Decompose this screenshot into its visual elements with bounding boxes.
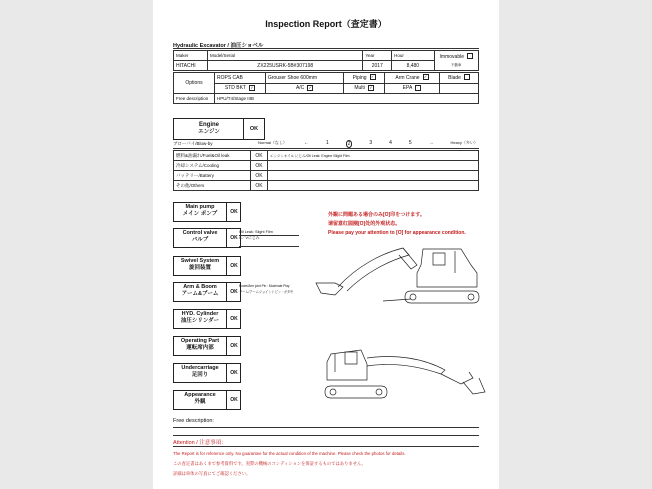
part-name-jp: 油圧シリンダー [180, 318, 220, 324]
part-name: Operating Part [180, 338, 220, 344]
engine-ok-header: OK [243, 118, 265, 140]
part-name: HYD. Cylinder [181, 311, 219, 317]
option-piping [344, 73, 384, 84]
multi-checkbox[interactable]: ✓ [369, 84, 373, 90]
appearance-notice [328, 211, 466, 238]
machine-info-table [173, 50, 479, 71]
control-valve-note-rule [239, 246, 299, 247]
part-name: Arm & Boom [183, 284, 217, 290]
part-name: Control valve [182, 230, 218, 236]
option-epa-label: EPA [402, 85, 413, 92]
engine-row-note: エンジンオイル にじみ/Oil Leak: Engine Slight Film [268, 151, 479, 161]
options-label: Options [174, 73, 215, 94]
attention-line-en: The Report is for reference only. No guarantee for the actual condition of the machine. Please check the photos for details. [173, 451, 406, 456]
blowby-level-1: 1 [325, 140, 329, 146]
free-description-label: Free description [174, 94, 215, 104]
part-ok: OK [226, 283, 241, 301]
section-title: Hydraulic Excavator / 油圧ショベル [173, 43, 264, 49]
option-grouser-shoe: Grouser Shoe 600mm [265, 73, 344, 84]
option-empty-cell [440, 83, 479, 94]
part-name: Undercarriage [181, 365, 219, 371]
std-bkt-checkbox[interactable]: ✓ [250, 84, 254, 90]
blowby-arrow-left: ← [303, 140, 309, 146]
engine-row-label: 冷却システム/Cooling [174, 161, 251, 171]
blowby-level-5: 5 [408, 140, 412, 146]
engine-row-others [174, 181, 479, 191]
option-ac-label: A/C [295, 85, 305, 92]
arm-boom-note-jp: ブーム/アームジョイントピン : ガタ中 [239, 290, 294, 294]
engine-checks-table [173, 150, 479, 191]
option-multi-label: Multi [354, 85, 365, 92]
blowby-scale [258, 140, 478, 148]
option-multi [344, 83, 384, 94]
part-ok: OK [226, 310, 241, 328]
engine-row-ok: OK [251, 151, 268, 161]
control-valve-note-en: Oil Leak: Slight Film [239, 230, 273, 234]
engine-row-note [268, 161, 479, 171]
part-ok: OK [226, 337, 241, 355]
engine-row-ok: OK [251, 181, 268, 191]
engine-row-fuel-oil [174, 151, 479, 161]
option-std-bkt-label: STD BKT [224, 85, 246, 92]
option-std-bkt [215, 83, 266, 94]
option-arm-crane-label: Arm Crane [395, 74, 420, 81]
option-blade [440, 73, 479, 84]
engine-title: Engine [198, 122, 219, 128]
part-hyd-cylinder [173, 309, 241, 329]
blade-checkbox[interactable] [464, 74, 470, 80]
engine-row-ok: OK [251, 161, 268, 171]
part-name-jp: 運転席内部 [186, 345, 214, 351]
part-control-valve [173, 228, 241, 248]
blowby-normal: Normal（なし） [258, 140, 287, 145]
part-name-jp: アーム&ブーム [181, 291, 219, 297]
part-ok: OK [226, 364, 241, 382]
immovable-label: Immovable [439, 53, 464, 60]
part-swivel-system [173, 256, 241, 276]
immovable-cell [434, 51, 478, 71]
report-title: Inspection Report（査定書） [265, 19, 387, 29]
control-valve-note-rule [239, 235, 299, 236]
attention-lines [173, 449, 406, 479]
engine-row-note [268, 181, 479, 191]
excavator-side-view-left [323, 344, 488, 406]
options-table [173, 72, 479, 104]
part-operating-part [173, 336, 241, 356]
part-ok: OK [226, 203, 241, 221]
part-main-pump [173, 202, 241, 222]
epa-checkbox[interactable] [415, 85, 421, 91]
year-value: 2017 [363, 61, 392, 71]
ac-checkbox[interactable]: ✓ [308, 84, 312, 90]
option-blade-label: Blade [448, 74, 461, 81]
part-name-jp: 外観 [194, 399, 206, 405]
part-appearance [173, 390, 241, 410]
immovable-checkbox[interactable] [467, 53, 473, 59]
option-rops-cab: ROPS CAB [215, 73, 266, 84]
engine-row-label: バッテリー/Battery [174, 171, 251, 181]
blowby-label: ブローバイ/Blow-by [173, 141, 213, 146]
part-name-jp: バルブ [191, 237, 209, 243]
excavator-side-view-right [313, 243, 483, 308]
engine-row-label: その他/Others [174, 181, 251, 191]
engine-title-box [173, 118, 245, 140]
arm-boom-note [239, 283, 293, 295]
engine-row-label: 燃料&油漏れ/Fuel&Oil leak [174, 151, 251, 161]
maker-value: HITACHI [174, 61, 208, 71]
engine-row-ok: OK [251, 171, 268, 181]
piping-checkbox[interactable]: ✓ [370, 74, 375, 80]
year-label: Year [363, 51, 392, 61]
attention-divider [173, 446, 479, 447]
engine-title-jp: エンジン [198, 129, 220, 135]
engine-row-note [268, 171, 479, 181]
control-valve-note-jp: C／Vにじみ [239, 236, 260, 240]
hour-label: Hour [392, 51, 434, 61]
arm-boom-note-en: Boom/Arm joint Pin : Moderate Play [239, 284, 290, 288]
option-piping-label: Piping [352, 74, 367, 81]
part-name: Appearance [184, 392, 216, 398]
immovable-jp-label: 不動車 [451, 62, 462, 67]
free-description-line [173, 435, 479, 436]
attention-line-jp-2: 詳細は車体の写真にてご確認ください。 [173, 471, 251, 476]
option-epa [384, 83, 439, 94]
blowby-divider [173, 148, 479, 149]
notice-en: Please pay your attention to [O] for appearance condition. [328, 230, 466, 236]
part-name-jp: 旋回装置 [188, 265, 211, 271]
blowby-heavy: Heavy（多い） [450, 140, 478, 145]
notice-cn: 请留意红圆圈[O]处的外观状态。 [328, 221, 401, 227]
option-ac [265, 83, 344, 94]
part-name-jp: メイン ポンプ [182, 211, 218, 217]
blowby-level-3: 3 [369, 140, 373, 146]
part-name: Swivel System [180, 258, 220, 264]
blowby-level-4: 4 [389, 140, 392, 146]
free-description-line [173, 427, 479, 428]
model-value: ZX225USRK-5B#307198 [208, 61, 363, 71]
free-description-footer-label: Free description: [173, 418, 214, 424]
blowby-level-2: 2 [347, 141, 351, 147]
notice-jp: 外観に問題ある場合のみ[O]印をつけます。 [328, 212, 425, 218]
model-label: Model/Serial [208, 51, 363, 61]
attention-title: Attention / 注意事項： [173, 440, 227, 446]
part-ok: OK [226, 391, 241, 409]
part-name-jp: 足回り [191, 372, 209, 378]
engine-row-cooling [174, 161, 479, 171]
report-page [153, 0, 499, 489]
attention-line-jp: この査定書はあくまで参考資料です。実際の機械のコンディションを保証するものではありません。 [173, 461, 366, 466]
arm-crane-checkbox[interactable]: ✓ [423, 74, 428, 80]
section-divider [173, 48, 479, 49]
maker-label: Maker [174, 51, 208, 61]
blowby-arrow-right: → [428, 140, 434, 146]
engine-row-battery [174, 171, 479, 181]
free-description-value: HPU/T4/Stage IIIB [215, 94, 479, 104]
part-name: Main pump [185, 204, 215, 210]
option-arm-crane [384, 73, 439, 84]
part-arm-boom [173, 282, 241, 302]
part-ok: OK [226, 229, 241, 247]
part-ok: OK [226, 257, 241, 275]
part-undercarriage [173, 363, 241, 383]
hour-value: 8,480 [392, 61, 434, 71]
